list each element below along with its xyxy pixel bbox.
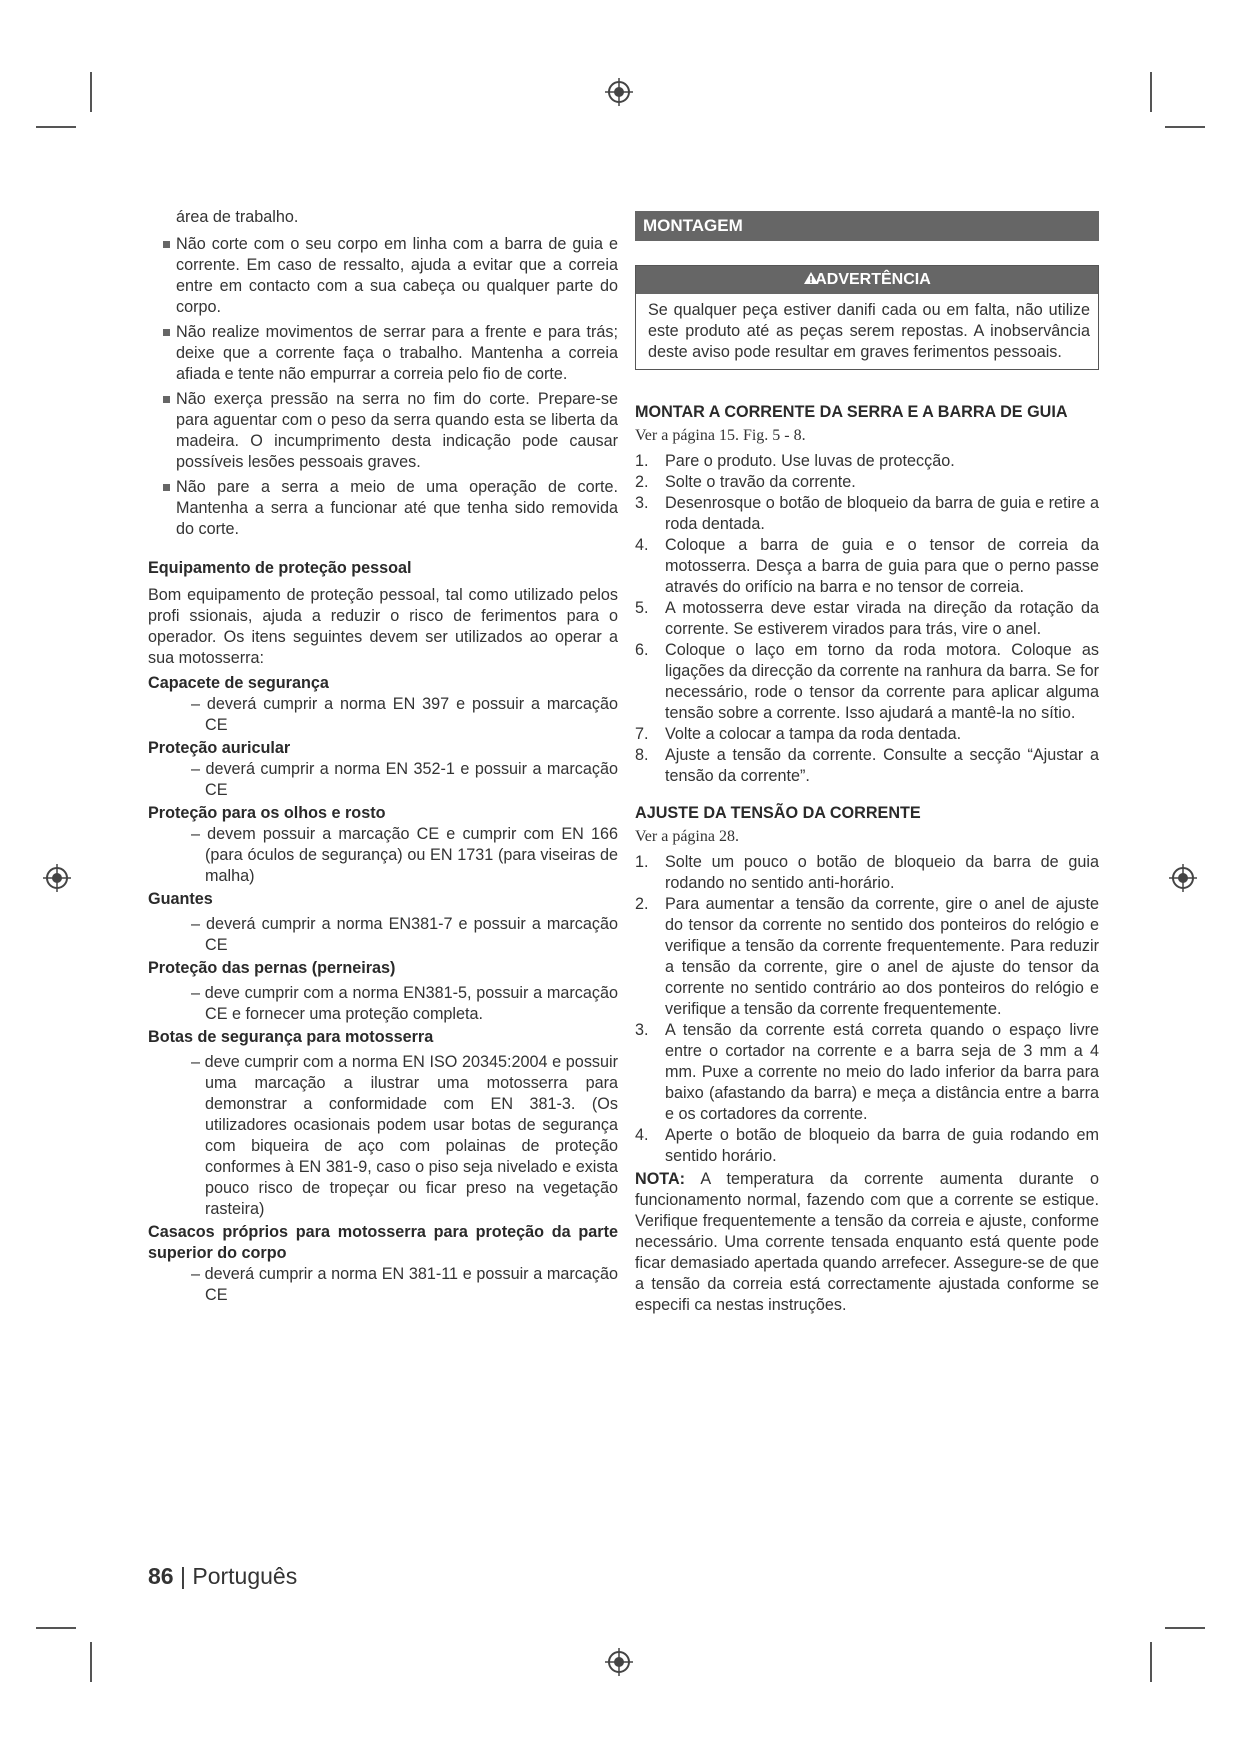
crop-mark [36, 126, 76, 128]
bullet-square-icon [163, 484, 170, 491]
note-paragraph: NOTA: A temperatura da corrente aumenta durante o funcionamento normal, fazendo com que a corrente se estique. Verifique frequentemente a tensão da correia e ajuste, conforme necessário. Uma corrente tensada enquanto está quente pode ficar demasiado apertada quando arrefecer. Assegure-se de que a tensão da correia está correctamente ajustada conforme se especifi ca nestas instruções. [635, 1170, 1099, 1314]
list-item: 3. Desenrosque o botão de bloqueio da barra de guia e retire a roda dentada. [635, 494, 1099, 533]
list-item: 1. Solte um pouco o botão de bloqueio da barra de guia rodando no sentido anti-horário. [635, 853, 1099, 892]
list-item: Não pare a serra a meio de uma operação de corte. Mantenha a serra a funcionar até que tenha sido removida do corte. [148, 477, 618, 540]
bullet-square-icon [163, 241, 170, 248]
ppe-heading: Equipamento de proteção pessoal [148, 559, 412, 577]
crop-mark [36, 1627, 76, 1629]
ppe-item-title: Capacete de segurança [148, 674, 329, 692]
ppe-item-text: – deve cumprir com a norma EN ISO 20345:2004 e possuir uma marcação a ilustrar uma motosserra para demonstrar a conformidade com EN 381-3. (Os utilizadores ocasionais podem usar botas de segurança com biqueira de aço com polainas de proteção conformes à EN 381-9, caso o piso seja nivelado e exista pouco risco de tropeçar ou ficar preso na vegetação rasteira) [191, 1053, 618, 1218]
list-item: 1. Pare o produto. Use luvas de protecção. [635, 452, 955, 470]
registration-mark-icon [604, 77, 634, 107]
list-item: 4. Aperte o botão de bloqueio da barra de guia rodando em sentido horário. [635, 1126, 1099, 1165]
list-item: 6. Coloque o laço em torno da roda motora. Coloque as ligações da direcção da corrente na ranhura da barra. Se for necessário, rode o tensor da corrente para aplicar alguma tensão sobre a corrente. Isso ajudará a mantê-la no sítio. [635, 641, 1099, 722]
safety-bullet-list [148, 234, 618, 540]
page-footer [148, 1563, 297, 1590]
crop-mark [90, 1642, 92, 1682]
crop-mark [1165, 126, 1205, 128]
mount-steps [635, 451, 1099, 787]
list-item: 7. Volte a colocar a tampa da roda dentada. [635, 725, 962, 743]
registration-mark-icon [1168, 863, 1198, 893]
ppe-item-title: Proteção das pernas (perneiras) [148, 959, 396, 977]
warning-box [635, 265, 1099, 370]
left-column [148, 207, 618, 1308]
ppe-items [148, 673, 618, 1306]
list-item: 3. A tensão da corrente está correta quando o espaço livre entre o cortador na corrente e a barra seja de 3 mm a 4 mm. Puxe a corrente no meio do lado inferior da barra para baixo (afastando da barra) e meça a distância entre a barra e os cortadores da corrente. [635, 1021, 1099, 1123]
ppe-intro: Bom equipamento de proteção pessoal, tal como utilizado pelos profi ssionais, ajuda a reduzir o risco de ferimentos para o operador. Os itens seguintes devem ser utilizados ao operar a sua motosserra: [148, 586, 618, 667]
list-item: 5. A motosserra deve estar virada na direção da rotação da corrente. Se estiverem virados para trás, vire o anel. [635, 599, 1099, 638]
ppe-item-text: – deverá cumprir a norma EN 352-1 e possuir a marcação CE [191, 760, 618, 799]
adjust-page-reference: Ver a página 28. [635, 828, 739, 845]
section-heading-montagem: MONTAGEM [635, 211, 1099, 241]
ppe-item-text: – deverá cumprir a norma EN381-7 e possuir a marcação CE [191, 915, 618, 954]
warning-text: Se qualquer peça estiver danifi cada ou em falta, não utilize este produto até as peças serem repostas. A inobservância deste aviso pode resultar em graves ferimentos pessoais. [648, 301, 1090, 361]
ppe-item-text: – deverá cumprir a norma EN 397 e possuir a marcação CE [191, 695, 618, 734]
bullet-square-icon [163, 329, 170, 336]
right-column [635, 211, 1099, 1316]
list-item: 2. Para aumentar a tensão da corrente, gire o anel de ajuste do tensor da corrente no sentido dos ponteiros do relógio e verifique a tensão da corrente frequentemente. Para reduzir a tensão da corrente, gire o anel de ajuste do tensor da corrente no sentido contrário ao dos ponteiros do relógio e verifique a tensão da corrente frequentemente. [635, 895, 1099, 1018]
list-item: 4. Coloque a barra de guia e o tensor de correia da motosserra. Desça a barra de guia para que o perno passe através do orifício na barra e no tensor de correia. [635, 536, 1099, 596]
intro-continuation: área de trabalho. [176, 208, 299, 226]
mount-heading: MONTAR A CORRENTE DA SERRA E A BARRA DE GUIA [635, 403, 1068, 421]
ppe-item-title: Botas de segurança para motosserra [148, 1028, 434, 1046]
crop-mark [1150, 72, 1152, 112]
ppe-item-title: Proteção auricular [148, 739, 291, 757]
page-number: 86 [148, 1563, 174, 1589]
registration-mark-icon [42, 863, 72, 893]
ppe-item-title: Guantes [148, 890, 213, 908]
ppe-item-text: – deve cumprir com a norma EN381-5, possuir a marcação CE e fornecer uma proteção completa. [191, 984, 618, 1023]
ppe-item-title: Casacos próprios para motosserra para proteção da parte superior do corpo [148, 1223, 618, 1262]
note-label: NOTA: [635, 1170, 686, 1188]
ppe-item-title: Proteção para os olhos e rosto [148, 804, 386, 822]
list-item: 8. Ajuste a tensão da corrente. Consulte a secção “Ajustar a tensão da corrente”. [635, 746, 1099, 785]
registration-mark-icon [604, 1647, 634, 1677]
list-item: Não exerça pressão na serra no fim do corte. Prepare-se para aguentar com o peso da serra quando esta se liberta da madeira. O incumprimento desta indicação pode causar possíveis lesões pessoais graves. [148, 389, 618, 473]
adjust-steps [635, 852, 1099, 1167]
list-item: 2. Solte o travão da corrente. [635, 473, 856, 491]
crop-mark [1150, 1642, 1152, 1682]
list-item: Não corte com o seu corpo em linha com a barra de guia e corrente. Em caso de ressalto, ajuda a evitar que a correia entre em contacto com a sua cabeça ou qualquer parte do corpo. [148, 234, 618, 318]
footer-separator: | [179, 1563, 186, 1589]
mount-page-reference: Ver a página 15. Fig. 5 - 8. [635, 427, 806, 444]
crop-mark [1165, 1627, 1205, 1629]
list-item: Não realize movimentos de serrar para a frente e para trás; deixe que a corrente faça o trabalho. Mantenha a correia afiada e tente não empurrar a correia pelo fio de corte. [148, 322, 618, 385]
adjust-heading: AJUSTE DA TENSÃO DA CORRENTE [635, 804, 921, 822]
ppe-item-text: – devem possuir a marcação CE e cumprir com EN 166 (para óculos de segurança) ou EN 1731 (para viseiras de malha) [191, 825, 618, 885]
crop-mark [90, 72, 92, 112]
ppe-item-text: – deverá cumprir a norma EN 381-11 e possuir a marcação CE [191, 1265, 618, 1304]
bullet-square-icon [163, 396, 170, 403]
footer-language: Português [192, 1563, 298, 1589]
warning-title: ADVERTÊNCIA [636, 266, 1098, 294]
